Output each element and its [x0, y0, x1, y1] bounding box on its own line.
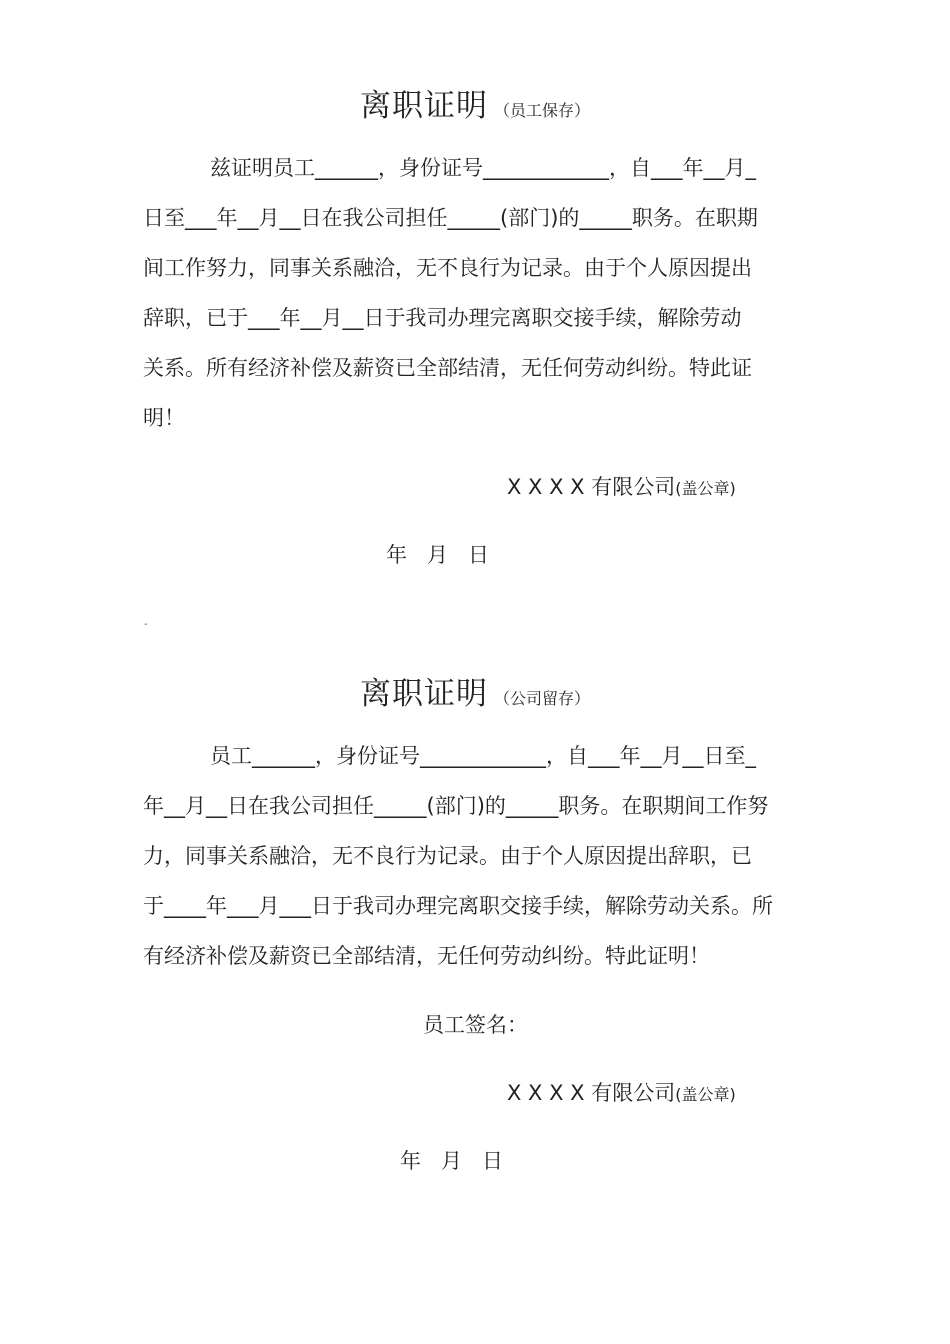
company-text: X X X X 有限公司 — [507, 1081, 676, 1105]
body-line: 有经济补偿及薪资已全部结清，无任何劳动纠纷。特此证明！ — [143, 944, 710, 968]
separator-mark: - — [144, 619, 148, 630]
seal-text: (盖公章) — [675, 1085, 736, 1104]
title-text: 离职证明 — [359, 88, 488, 124]
certificate-title-employee-copy — [0, 80, 950, 125]
title-subtitle: （公司留存） — [493, 689, 590, 708]
certificate-body-company-copy — [143, 731, 808, 981]
company-name-company-copy — [507, 1077, 736, 1107]
date-month: 月 — [427, 543, 448, 567]
body-line: 兹证明员工______，身份证号____________，自___年__月_ — [210, 156, 756, 180]
title-text: 离职证明 — [359, 676, 488, 712]
body-line: 关系。所有经济补偿及薪资已全部结清，无任何劳动纠纷。特此证 — [143, 356, 752, 380]
date-line-employee-copy — [386, 539, 489, 569]
date-day: 日 — [468, 543, 489, 567]
body-line: 年__月__日在我公司担任_____(部门)的_____职务。在职期间工作努 — [143, 794, 769, 818]
certificate-title-company-copy — [0, 668, 950, 713]
company-name-employee-copy — [507, 471, 736, 501]
body-line: 日至___年__月__日在我公司担任_____(部门)的_____职务。在职期 — [143, 206, 758, 230]
signature-text: 员工签名： — [423, 1013, 528, 1037]
date-month: 月 — [441, 1149, 462, 1173]
body-line: 力，同事关系融洽，无不良行为记录。由于个人原因提出辞职，已 — [143, 844, 752, 868]
body-line: 于____年___月___日于我司办理完离职交接手续，解除劳动关系。所 — [143, 894, 773, 918]
employee-signature-label — [423, 1009, 528, 1039]
date-year: 年 — [386, 543, 407, 567]
date-day: 日 — [482, 1149, 503, 1173]
date-line-company-copy — [400, 1145, 503, 1175]
company-text: X X X X 有限公司 — [507, 475, 676, 499]
certificate-body-employee-copy — [143, 143, 808, 443]
body-line: 辞职，已于___年__月__日于我司办理完离职交接手续，解除劳动 — [143, 306, 742, 330]
date-year: 年 — [400, 1149, 421, 1173]
seal-text: (盖公章) — [675, 479, 736, 498]
body-line: 员工______，身份证号____________，自___年__月__日至_ — [210, 744, 756, 768]
title-subtitle: （员工保存） — [493, 101, 590, 120]
body-line: 明！ — [143, 406, 185, 430]
body-line: 间工作努力，同事关系融洽，无不良行为记录。由于个人原因提出 — [143, 256, 752, 280]
